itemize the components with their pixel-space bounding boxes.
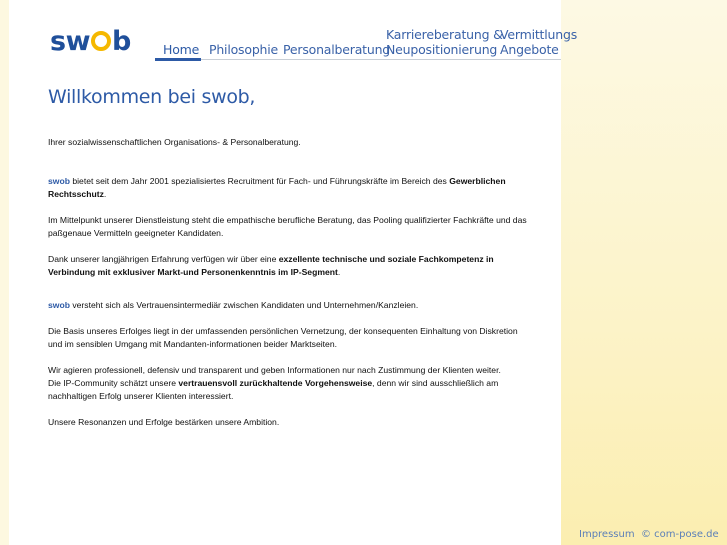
paragraph-text: Dank unserer langjährigen Erfahrung verfügen wir über eine <box>48 254 279 264</box>
nav-philosophie[interactable]: Philosophie <box>209 42 279 57</box>
nav-vermittlungsangebote[interactable] <box>500 27 578 57</box>
paragraph-community <box>48 377 528 403</box>
paragraph-intermediary <box>48 299 528 312</box>
impressum-link[interactable]: Impressum <box>579 529 635 540</box>
logo-text-sw: sw <box>50 26 91 57</box>
paragraph-recruitment <box>48 175 528 201</box>
emphasis-text: exzellente technische und soziale Fachkompetenz in Verbindung mit exklusiver Markt-und Personenkenntnis im IP-Segment <box>48 254 494 277</box>
nav-karriereberatung-line2: Neupositionierung <box>386 42 498 57</box>
paragraph-text: versteht sich als Vertrauensintermediär zwischen Kandidaten und Unternehmen/Kanzleien. <box>69 300 419 310</box>
copyright-link[interactable]: © com-pose.de <box>641 529 719 540</box>
paragraph-text: . <box>337 267 341 277</box>
nav-karriereberatung[interactable] <box>386 27 503 57</box>
brand-name: swob <box>48 300 70 310</box>
page-title: Willkommen bei swob, <box>48 86 256 108</box>
paragraph-text: bietet seit dem Jahr 2001 spezialisiertes Recruitment für Fach- und Führungskräfte im Bereich des <box>69 176 450 186</box>
paragraph-focus: Im Mittelpunkt unserer Dienstleistung steht die empathische berufliche Beratung, das Pooling qualifizierter Fachkräfte und das paßgenaue Vermitteln geeigneter Kandidaten. <box>48 215 527 238</box>
main-navigation <box>0 0 578 61</box>
nav-divider <box>155 59 561 60</box>
paragraph-text: . <box>103 189 107 199</box>
paragraph-ambition: Unsere Resonanzen und Erfolge bestärken unsere Ambition. <box>48 417 280 427</box>
paragraph-transparency: Wir agieren professionell, defensiv und transparent und geben Informationen nur nach Zustimmung der Klienten weiter. <box>48 365 501 375</box>
emphasis-text: Gewerblichen Rechtsschutz <box>48 176 506 199</box>
nav-active-indicator <box>155 58 201 61</box>
nav-vermittlung-line2: Angebote <box>500 42 559 57</box>
paragraph-text: , denn wir sind ausschließlich am nachhaltigen Erfolg unserer Klienten interessiert. <box>48 378 499 401</box>
paragraph-text: Die IP-Community schätzt unsere <box>48 378 179 388</box>
brand-name: swob <box>48 176 70 186</box>
nav-home[interactable]: Home <box>163 42 200 57</box>
logo-text-b: b <box>112 26 131 57</box>
decorative-side-panel <box>561 0 727 545</box>
nav-vermittlung-line1: Vermittlungs <box>500 27 578 42</box>
paragraph-experience <box>48 253 528 279</box>
intro-text: Ihrer sozialwissenschaftlichen Organisations- & Personalberatung. <box>48 137 301 147</box>
paragraph-basis: Die Basis unseres Erfolges liegt in der umfassenden persönlichen Vernetzung, der konsequenten Einhaltung von Diskretion und im sensiblen Umgang mit Mandanten-informationen beider Marktseiten. <box>48 326 518 349</box>
nav-personalberatung[interactable]: Personalberatung <box>283 42 391 57</box>
nav-karriereberatung-line1: Karriereberatung & <box>386 27 503 42</box>
emphasis-text: vertrauensvoll zurückhaltende Vorgehensweise <box>178 378 373 388</box>
main-content <box>48 136 528 429</box>
